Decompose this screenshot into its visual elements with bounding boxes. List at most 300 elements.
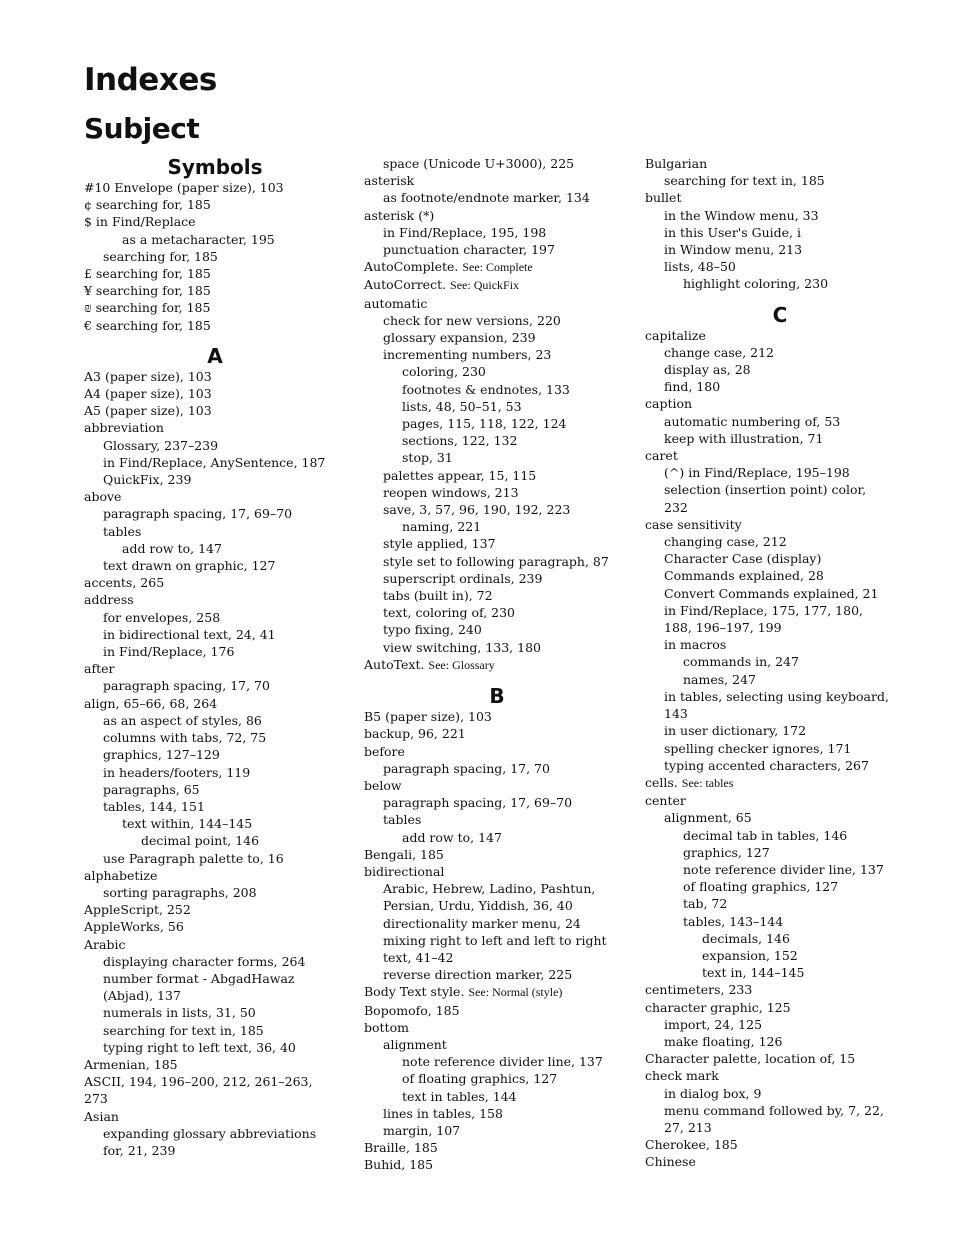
index-entry [103, 643, 346, 660]
entry-text: in Window menu, 213 [664, 242, 803, 258]
index-entry [103, 712, 346, 729]
page-title: Indexes [84, 62, 217, 98]
index-entry [122, 540, 346, 557]
index-entry [103, 987, 346, 1004]
index-entry [364, 207, 630, 224]
index-entry [383, 897, 630, 914]
index-entry [84, 419, 346, 436]
entry-text: asterisk [364, 173, 415, 189]
entry-text: AutoText. [364, 656, 425, 672]
index-entry [664, 705, 915, 722]
entry-text: Bopomofo, 185 [364, 1002, 460, 1018]
index-entry [122, 231, 346, 248]
entry-text: Body Text style. [364, 984, 465, 1000]
index-entry [141, 832, 346, 849]
index-entry [664, 688, 915, 705]
entry-text: Character palette, location of, 15 [645, 1051, 856, 1067]
entry-text: lists, 48–50 [664, 259, 736, 275]
see-reference: See: tables [681, 775, 734, 790]
index-entry [364, 1139, 630, 1156]
entry-text: bottom [364, 1019, 409, 1035]
entry-text: text drawn on graphic, 127 [103, 558, 276, 574]
entry-text: for envelopes, 258 [103, 609, 221, 625]
entry-text: Arabic, Hebrew, Ladino, Pashtun, [383, 881, 596, 897]
index-entry [383, 760, 630, 777]
entry-text: A3 (paper size), 103 [84, 368, 212, 384]
index-entry [664, 585, 915, 602]
entry-text: 188, 196–197, 199 [664, 620, 782, 636]
index-entry [664, 207, 915, 224]
index-entry [645, 189, 915, 206]
entry-text: paragraphs, 65 [103, 781, 200, 797]
index-entry [664, 258, 915, 275]
entry-text: paragraph spacing, 17, 70 [103, 678, 270, 694]
index-entry [402, 432, 630, 449]
index-entry [383, 312, 630, 329]
index-entry [664, 430, 915, 447]
entry-text: reverse direction marker, 225 [383, 967, 573, 983]
index-entry [383, 155, 630, 172]
index-entry [103, 609, 346, 626]
index-entry [364, 1019, 630, 1036]
entry-text: $ in Find/Replace [84, 214, 196, 230]
index-column-3 [645, 155, 915, 1171]
entry-text: tables, 144, 151 [103, 798, 205, 814]
entry-text: below [364, 777, 402, 793]
index-entry [103, 850, 346, 867]
index-entry [364, 708, 630, 725]
index-entry [103, 970, 346, 987]
entry-text: 27, 213 [664, 1119, 712, 1135]
entry-text: typo fixing, 240 [383, 622, 482, 638]
index-entry [383, 880, 630, 897]
index-entry [103, 471, 346, 488]
index-entry [122, 815, 346, 832]
index-entry [383, 587, 630, 604]
index-entry [364, 258, 630, 276]
index-entry [103, 1039, 346, 1056]
entry-text: use Paragraph palette to, 16 [103, 850, 284, 866]
index-entry [402, 449, 630, 466]
entry-text: view switching, 133, 180 [383, 639, 541, 655]
entry-text: for, 21, 239 [103, 1142, 176, 1158]
index-entry [84, 402, 346, 419]
entry-text: as a metacharacter, 195 [122, 231, 275, 247]
index-entry [702, 964, 915, 981]
index-entry [103, 557, 346, 574]
entry-text: save, 3, 57, 96, 190, 192, 223 [383, 502, 571, 518]
index-entry [383, 484, 630, 501]
see-reference: See: Normal (style) [468, 985, 563, 1000]
entry-text: in Find/Replace, 195, 198 [383, 224, 547, 240]
index-entry [664, 481, 915, 498]
index-entry [84, 695, 346, 712]
entry-text: display as, 28 [664, 362, 751, 378]
index-entry [84, 901, 346, 918]
entry-text: of floating graphics, 127 [683, 879, 839, 895]
index-entry [84, 282, 346, 299]
index-entry [84, 660, 346, 677]
entry-text: Persian, Urdu, Yiddish, 36, 40 [383, 898, 573, 914]
entry-text: incrementing numbers, 23 [383, 347, 552, 363]
index-entry [84, 385, 346, 402]
index-entry [383, 932, 630, 949]
entry-text: address [84, 592, 134, 608]
index-entry [84, 488, 346, 505]
entry-text: ₪ searching for, 185 [84, 300, 211, 316]
entry-text: Buhid, 185 [364, 1157, 434, 1173]
index-entry [383, 224, 630, 241]
index-entry [84, 1056, 346, 1073]
entry-text: import, 24, 125 [664, 1016, 763, 1032]
index-entry [103, 781, 346, 798]
entry-text: tabs (built in), 72 [383, 588, 493, 604]
index-entry [103, 1125, 346, 1142]
entry-text: glossary expansion, 239 [383, 330, 536, 346]
entry-text: Bengali, 185 [364, 846, 444, 862]
index-entry [364, 863, 630, 880]
index-entry [364, 1156, 630, 1173]
entry-text: searching for, 185 [103, 248, 218, 264]
index-entry [645, 327, 915, 344]
entry-text: (^) in Find/Replace, 195–198 [664, 465, 850, 481]
entry-text: alignment [383, 1036, 447, 1052]
entry-text: graphics, 127–129 [103, 747, 220, 763]
index-entry [664, 1033, 915, 1050]
index-entry [84, 368, 346, 385]
index-entry [402, 363, 630, 380]
index-entry [664, 722, 915, 739]
index-entry [402, 518, 630, 535]
entry-text: coloring, 230 [402, 364, 486, 380]
index-entry [103, 523, 346, 540]
index-entry [645, 516, 915, 533]
index-entry [664, 224, 915, 241]
index-entry [383, 966, 630, 983]
index-entry [103, 764, 346, 781]
entry-text: spelling checker ignores, 171 [664, 740, 852, 756]
entry-text: palettes appear, 15, 115 [383, 467, 537, 483]
entry-text: add row to, 147 [402, 829, 502, 845]
index-entry [364, 295, 630, 312]
entry-text: decimal tab in tables, 146 [683, 827, 848, 843]
index-entry [683, 861, 915, 878]
index-entry [84, 317, 346, 334]
index-entry [402, 829, 630, 846]
index-entry [664, 1016, 915, 1033]
index-entry [364, 1002, 630, 1019]
index-entry [103, 746, 346, 763]
index-entry [84, 179, 346, 196]
index-entry [103, 1022, 346, 1039]
entry-text: make floating, 126 [664, 1033, 783, 1049]
entry-text: automatic numbering of, 53 [664, 413, 841, 429]
entry-text: 232 [664, 499, 688, 515]
entry-text: before [364, 743, 405, 759]
entry-text: automatic [364, 295, 428, 311]
index-entry [683, 827, 915, 844]
index-entry [383, 189, 630, 206]
entry-text: expansion, 152 [702, 947, 798, 963]
entry-text: Character Case (display) [664, 551, 822, 567]
index-entry [402, 1053, 630, 1070]
index-entry [364, 725, 630, 742]
entry-text: decimals, 146 [702, 930, 790, 946]
index-entry [103, 626, 346, 643]
index-entry [84, 1108, 346, 1125]
index-entry [645, 447, 915, 464]
entry-text: change case, 212 [664, 344, 774, 360]
entry-text: pages, 115, 118, 122, 124 [402, 416, 567, 432]
index-entry [383, 241, 630, 258]
entry-text: Arabic [84, 936, 126, 952]
index-entry [402, 381, 630, 398]
index-entry [702, 930, 915, 947]
entry-text: footnotes & endnotes, 133 [402, 381, 570, 397]
entry-text: Convert Commands explained, 21 [664, 585, 879, 601]
index-entry [103, 1142, 346, 1159]
entry-text: backup, 96, 221 [364, 726, 466, 742]
index-entry [645, 999, 915, 1016]
index-entry [103, 248, 346, 265]
entry-text: AutoComplete. [364, 259, 459, 275]
index-entry [683, 275, 915, 292]
entry-text: abbreviation [84, 420, 164, 436]
section-heading: A [207, 343, 223, 368]
entry-text: in this User's Guide, i [664, 224, 802, 240]
index-entry [84, 591, 346, 608]
entry-text: lists, 48, 50–51, 53 [402, 398, 522, 414]
index-entry [383, 1105, 630, 1122]
entry-text: displaying character forms, 264 [103, 953, 306, 969]
index-entry [383, 553, 630, 570]
index-entry [84, 196, 346, 213]
entry-text: tab, 72 [683, 896, 728, 912]
entry-text: stop, 31 [402, 450, 453, 466]
entry-text: caption [645, 396, 693, 412]
entry-text: Chinese [645, 1154, 696, 1170]
entry-text: tables [383, 812, 422, 828]
entry-text: text, coloring of, 230 [383, 605, 516, 621]
index-entry [664, 636, 915, 653]
entry-text: add row to, 147 [122, 540, 222, 556]
index-entry [645, 1136, 915, 1153]
entry-text: style applied, 137 [383, 536, 496, 552]
entry-text: menu command followed by, 7, 22, [664, 1102, 884, 1118]
entry-text: Bulgarian [645, 156, 708, 171]
entry-text: B5 (paper size), 103 [364, 709, 492, 725]
entry-text: cells. [645, 774, 678, 790]
index-column-2 [364, 155, 630, 1174]
entry-text: decimal point, 146 [141, 833, 260, 849]
index-entry [383, 949, 630, 966]
index-entry [383, 915, 630, 932]
index-entry [364, 846, 630, 863]
index-entry [84, 1090, 346, 1107]
see-reference: See: Complete [462, 260, 533, 275]
index-entry [664, 1102, 915, 1119]
entry-text: check mark [645, 1068, 719, 1084]
entry-text: highlight coloring, 230 [683, 276, 829, 292]
entry-text: Cherokee, 185 [645, 1137, 738, 1153]
entry-text: of floating graphics, 127 [402, 1071, 558, 1087]
index-entry [383, 329, 630, 346]
entry-text: AppleWorks, 56 [84, 919, 184, 935]
entry-text: searching for text in, 185 [664, 173, 825, 189]
index-entry [383, 346, 630, 363]
index-entry [103, 798, 346, 815]
index-entry [664, 757, 915, 774]
index-entry [383, 1036, 630, 1053]
entry-text: typing right to left text, 36, 40 [103, 1039, 296, 1055]
index-entry [664, 1119, 915, 1136]
index-entry [84, 265, 346, 282]
index-entry [664, 413, 915, 430]
index-entry [664, 809, 915, 826]
index-entry [364, 743, 630, 760]
entry-text: Glossary, 237–239 [103, 437, 219, 453]
entry-text: alignment, 65 [664, 810, 752, 826]
index-entry [84, 918, 346, 935]
index-entry [383, 604, 630, 621]
index-entry [664, 533, 915, 550]
index-entry [683, 878, 915, 895]
index-entry [664, 550, 915, 567]
index-entry [383, 1122, 630, 1139]
entry-text: € searching for, 185 [84, 317, 211, 333]
entry-text: ASCII, 194, 196–200, 212, 261–263, [84, 1074, 313, 1090]
entry-text: Asian [84, 1108, 119, 1124]
index-entry [683, 844, 915, 861]
index-entry [383, 570, 630, 587]
entry-text: AutoCorrect. [364, 277, 447, 293]
index-entry [383, 639, 630, 656]
entry-text: accents, 265 [84, 575, 165, 591]
index-entry [664, 567, 915, 584]
entry-text: text, 41–42 [383, 949, 454, 965]
entry-text: names, 247 [683, 671, 756, 687]
index-entry [84, 299, 346, 316]
entry-text: bidirectional [364, 863, 445, 879]
index-entry [103, 884, 346, 901]
entry-text: 143 [664, 706, 688, 722]
index-entry [664, 172, 915, 189]
index-entry [645, 1050, 915, 1067]
index-entry [645, 792, 915, 809]
entry-text: number format - AbgadHawaz [103, 970, 295, 986]
entry-text: align, 65–66, 68, 264 [84, 695, 218, 711]
index-entry [402, 398, 630, 415]
entry-text: AppleScript, 252 [84, 902, 191, 918]
index-entry [103, 454, 346, 471]
entry-text: expanding glossary abbreviations [103, 1125, 317, 1141]
index-entry [364, 276, 630, 294]
index-entry [383, 621, 630, 638]
entry-text: keep with illustration, 71 [664, 430, 824, 446]
index-entry [402, 1088, 630, 1105]
entry-text: sorting paragraphs, 208 [103, 884, 257, 900]
entry-text: as an aspect of styles, 86 [103, 712, 262, 728]
index-entry [84, 574, 346, 591]
entry-text: superscript ordinals, 239 [383, 570, 543, 586]
index-entry [683, 895, 915, 912]
index-entry [103, 953, 346, 970]
index-subtitle: Subject [84, 112, 200, 145]
entry-text: A4 (paper size), 103 [84, 386, 212, 402]
entry-text: columns with tabs, 72, 75 [103, 730, 267, 746]
entry-text: text within, 144–145 [122, 816, 253, 832]
entry-text: alphabetize [84, 867, 158, 883]
index-entry [664, 602, 915, 619]
entry-text: tables, 143–144 [683, 913, 784, 929]
index-entry [364, 656, 630, 674]
entry-text: style set to following paragraph, 87 [383, 553, 609, 569]
entry-text: QuickFix, 239 [103, 472, 192, 488]
entry-text: after [84, 661, 115, 677]
entry-text: #10 Envelope (paper size), 103 [84, 180, 284, 195]
entry-text: asterisk (*) [364, 207, 435, 223]
entry-text: punctuation character, 197 [383, 242, 555, 258]
entry-text: ¢ searching for, 185 [84, 197, 211, 213]
index-entry [664, 619, 915, 636]
entry-text: margin, 107 [383, 1122, 461, 1138]
entry-text: reopen windows, 213 [383, 484, 519, 500]
index-entry [103, 677, 346, 694]
entry-text: in Find/Replace, 175, 177, 180, [664, 602, 864, 618]
entry-text: Braille, 185 [364, 1140, 438, 1156]
entry-text: text in tables, 144 [402, 1088, 517, 1104]
index-entry [383, 467, 630, 484]
index-entry [683, 653, 915, 670]
index-entry [664, 464, 915, 481]
entry-text: center [645, 793, 686, 809]
index-entry [103, 437, 346, 454]
entry-text: capitalize [645, 327, 706, 343]
index-entry [645, 981, 915, 998]
index-entry [664, 241, 915, 258]
entry-text: searching for text in, 185 [103, 1022, 264, 1038]
entry-text: in dialog box, 9 [664, 1085, 762, 1101]
entry-text: find, 180 [664, 379, 721, 395]
entry-text: above [84, 489, 122, 505]
index-entry [84, 867, 346, 884]
entry-text: in user dictionary, 172 [664, 723, 807, 739]
entry-text: in Find/Replace, AnySentence, 187 [103, 454, 326, 470]
index-entry [383, 794, 630, 811]
index-column-1 [84, 155, 346, 1159]
entry-text: numerals in lists, 31, 50 [103, 1005, 256, 1021]
index-entry [84, 213, 346, 230]
entry-text: ¥ searching for, 185 [84, 283, 211, 299]
entry-text: (Abjad), 137 [103, 988, 181, 1004]
section-heading: Symbols [167, 155, 263, 179]
index-entry [645, 155, 915, 172]
entry-text: mixing right to left and left to right [383, 932, 607, 948]
index-entry [383, 811, 630, 828]
index-entry [103, 729, 346, 746]
entry-text: changing case, 212 [664, 534, 787, 550]
entry-text: bullet [645, 190, 682, 206]
entry-text: 273 [84, 1091, 108, 1107]
entry-text: case sensitivity [645, 516, 742, 532]
entry-text: note reference divider line, 137 [683, 861, 884, 877]
index-entry [664, 499, 915, 516]
index-entry [84, 936, 346, 953]
index-entry [664, 378, 915, 395]
index-entry [402, 1070, 630, 1087]
entry-text: directionality marker menu, 24 [383, 915, 581, 931]
see-reference: See: Glossary [428, 657, 495, 672]
